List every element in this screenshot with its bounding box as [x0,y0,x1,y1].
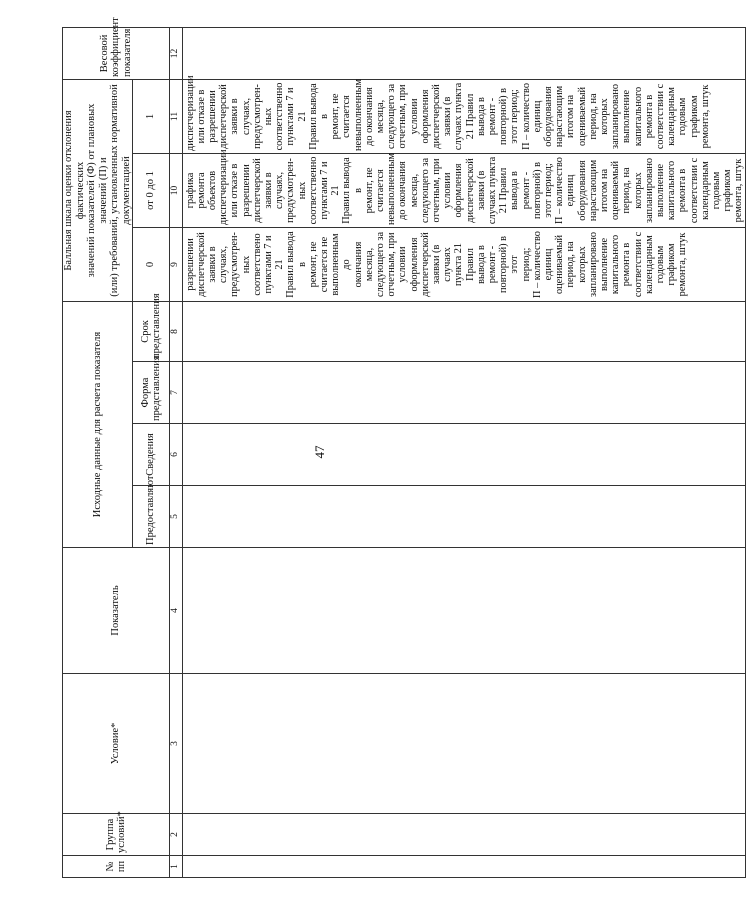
col-num-10: 10 [170,153,183,227]
cell-indicator [182,548,745,674]
header-indicator: Показатель [63,548,170,674]
cell-form [182,362,745,424]
cell-provided [182,486,745,548]
col-num-2: 2 [170,814,183,856]
header-condition: Условие* [63,674,170,814]
col-num-7: 7 [170,362,183,424]
header-deadline: Срок представления [133,301,170,361]
col-num-9: 9 [170,227,183,301]
cell-score-0-1: графика ремонта объектов диспетчеризации или отказе в разрешении диспетчерской заявки в случаях, предусмотрен- ных соответственно пунктами 7 и 21 Правил вывода в ремонт, не считается невыполненным до окончания месяца, следующего за отчетным, при условии оформления диспетчерской заявки (в случаях пункта 21 Правил вывода в ремонт - повторной) в этот период; П – количество единиц оборудования нарастающим итогом на оцениваемый период, на которых запланировано выполнение капитального ремонта в соответствии с календарным годовым графиком ремонта, штук [182,153,745,227]
cell-deadline [182,301,745,361]
col-num-4: 4 [170,548,183,674]
header-scale: Балльная шкала оценки отклонения фактических значений показателей (Ф) от плановых значений (П) и (или) требований, установленных нормативной документацией [63,79,133,301]
col-num-3: 3 [170,674,183,814]
cell-num [182,856,745,878]
header-provided: Предоставляют [133,486,170,548]
cell-score-0: разрешении диспетчерской заявки в случаях, предусмотрен- ных соответствено пунктами 7 и 21 Правил вывода в ремонт, не считается не выполненным до окончания месяца, следующего за отчетным, при условии оформления диспетчерской заявки (в случаях пункта 21 Правил вывода в ремонт - повторной) в этот период; П – количество единиц оцениваемый период, на которых запланировано выполнение капитального ремонта в соответствии с календарным годовым графиком ремонта, штук [182,227,745,301]
header-score-1: 1 [133,79,170,153]
cell-weight [182,27,745,79]
header-info: Сведения [133,424,170,486]
header-source-data: Исходные данные для расчета показателя [63,301,133,547]
header-score-0: 0 [133,227,170,301]
col-num-6: 6 [170,424,183,486]
col-num-1: 1 [170,856,183,878]
criteria-table [62,17,746,878]
cell-info [182,424,745,486]
header-weight: Весовой коэффициент показателя [63,27,170,79]
header-score-0-1: от 0 до 1 [133,153,170,227]
cell-score-1: диспетчеризации или отказе в разрешении диспетчерской заявки в случаях, предусмотрен- ных соответственно пунктами 7 и 21 Правил вывода в ремонт, не считается невыполненным до окончания месяца, следующего за отчетным, при условии оформления диспетчерской заявки (в случаях пункта 21 Правил вывода в ремонт - повторной) в этот период; П – количество единиц оборудования нарастающим итогом на оцениваемый период, на которых запланировано выполнение капитального ремонта в соответствии с календарным годовым графиком ремонта, штук [182,79,745,153]
page-number: 47 [312,445,327,459]
cell-condition [182,674,745,814]
header-form: Форма представления [133,362,170,424]
rotated-table-container [62,17,745,878]
col-num-12: 12 [170,27,183,79]
col-num-8: 8 [170,301,183,361]
col-num-5: 5 [170,486,183,548]
header-num: № пп [63,856,170,878]
header-group: Группа условий* [63,814,170,856]
col-num-11: 11 [170,79,183,153]
cell-group [182,814,745,856]
